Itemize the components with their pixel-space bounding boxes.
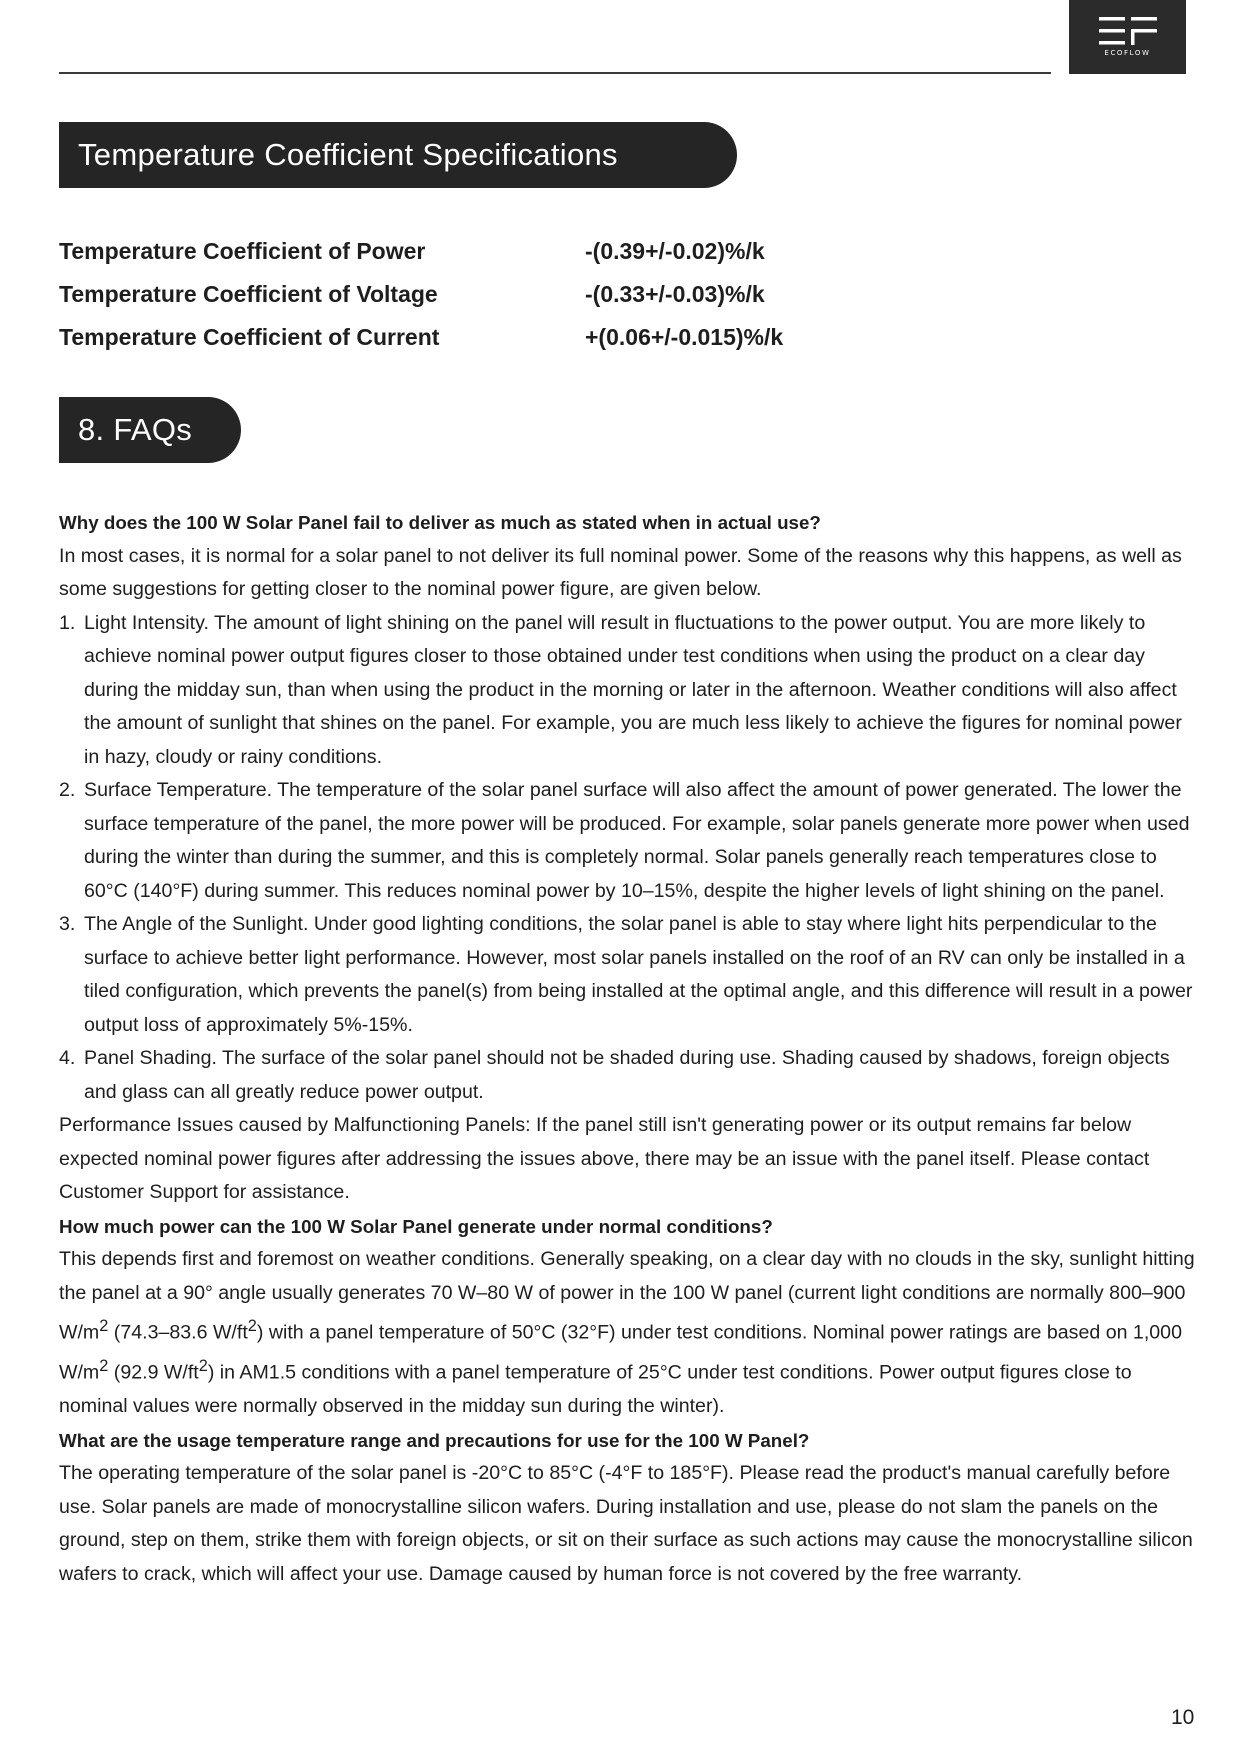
faq-answer-intro: In most cases, it is normal for a solar panel to not deliver its full nominal power. Some of the reasons why this happens, as well as some suggestions for getting closer to the nominal power figure, are given below. [59,544,1182,600]
superscript: 2 [247,1317,257,1335]
faq-question: Why does the 100 W Solar Panel fail to deliver as much as stated when in actual use? [59,512,821,533]
spec-label: Temperature Coefficient of Power [59,238,426,264]
superscript: 2 [198,1357,208,1376]
superscript: 2 [99,1317,109,1335]
spec-value: -(0.33+/-0.03)%/k [585,281,765,307]
list-number: 2. [59,779,76,801]
answer-text: (74.3–83.6 W/ft [108,1321,248,1344]
superscript: 2 [99,1357,109,1376]
brand-wordmark: ECOFLOW [1104,49,1151,57]
faq-question: What are the usage temperature range and precautions for use for the 100 W Panel? [59,1429,810,1451]
page-number: 10 [1171,1706,1195,1729]
spec-label: Temperature Coefficient of Voltage [59,281,438,307]
spec-label: Temperature Coefficient of Current [59,324,440,350]
answer-text: ) in AM1.5 conditions with a panel temperature of 25°C under test conditions. Power output figures close to nominal values were normally observed in the midday sun during the winter). [59,1361,1132,1418]
list-item [59,908,1199,1042]
spec-row [59,230,783,273]
answer-text: ) with a panel temperature of 50°C (32°F) under test conditions. Nominal power ratings are based on 1,000 W/m [59,1321,1182,1384]
faq-answer [59,1243,1199,1424]
list-item [59,607,1199,775]
spec-table [59,230,783,359]
answer-text: This depends first and foremost on weather conditions. Generally speaking, on a clear day with no clouds in the sky, sunlight hitting the panel at a 90° angle usually generates 70 W–80 W of power in the 100 W panel (current light conditions are normally 800–900 W/m [59,1248,1195,1344]
list-text: Surface Temperature. The temperature of the solar panel surface will also affect the amount of power generated. The lower the surface temperature of the panel, the more power will be produced. For example, solar panels generate more power when used during the winter than during the summer, and this is completely normal. Solar panels generally reach temperatures close to 60°C (140°F) during summer. This reduces nominal power by 10–15%, despite the higher levels of light shining on the panel. [84,779,1190,902]
list-number: 4. [59,1047,76,1069]
spec-value: -(0.39+/-0.02)%/k [585,238,765,264]
list-text: Panel Shading. The surface of the solar panel should not be shaded during use. Shading caused by shadows, foreign objects and glass can all greatly reduce power output. [84,1047,1170,1103]
section-title-temperature [59,122,737,188]
list-item [59,1042,1199,1109]
faq-answer-closing: Performance Issues caused by Malfunctioning Panels: If the panel still isn't generating power or its output remains far below expected nominal power figures after addressing the issues above, there may be an issue with the panel itself. Please contact Customer Support for assistance. [59,1114,1150,1203]
spec-row [59,273,783,316]
list-number: 3. [59,913,76,935]
list-text: The Angle of the Sunlight. Under good lighting conditions, the solar panel is able to stay where light hits perpendicular to the surface to achieve better light performance. However, most solar panels installed on the roof of an RV can only be installed in a tiled configuration, which prevents the panel(s) from being installed at the optimal angle, and this difference will result in a power output loss of approximately 5%-15%. [84,913,1193,1036]
list-number: 1. [59,611,76,634]
spec-row [59,316,783,359]
faq-answer: The operating temperature of the solar panel is -20°C to 85°C (-4°F to 185°F). Please read the product's manual carefully before use. Solar panels are made of monocrystalline silicon wafers. During installation and use, please do not slam the panels on the ground, step on them, strike them with foreign objects, or sit on their surface as such actions may cause the monocrystalline silicon wafers to crack, which will affect your use. Damage caused by human force is not covered by the free warranty. [59,1462,1193,1585]
section-title-faqs [59,397,241,463]
ecoflow-logo [1069,0,1186,74]
ef-mark-icon [1099,17,1157,45]
list-item [59,774,1199,908]
list-text: Light Intensity. The amount of light shining on the panel will result in fluctuations to the power output. You are more likely to achieve nominal power output figures closer to those obtained under test conditions when using the product on a clear day during the midday sun, than when using the product in the morning or later in the afternoon. Weather conditions will also affect the amount of sunlight that shines on the panel. For example, you are much less likely to achieve the figures for nominal power in hazy, cloudy or rainy conditions. [84,611,1182,768]
faq-body [59,506,1199,1591]
header-rule [59,72,1051,74]
spec-value: +(0.06+/-0.015)%/k [585,324,784,350]
section-title-text: Temperature Coefficient Specifications [78,137,618,172]
section-title-text: 8. FAQs [78,412,193,447]
answer-text: (92.9 W/ft [108,1361,199,1384]
faq-question: How much power can the 100 W Solar Panel generate under normal conditions? [59,1215,773,1237]
